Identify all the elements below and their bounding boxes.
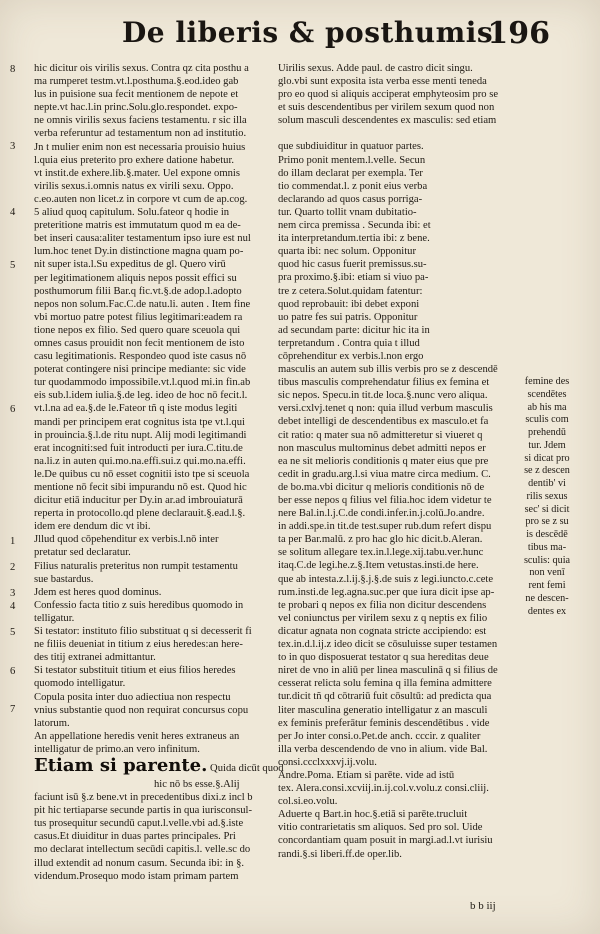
text-line: per legitimationem aliquis nepos possit effici su (34, 272, 237, 284)
gloss-line: sculis: quia (523, 554, 571, 566)
text-line: tur. Quarto tollit vnam dubitatio- (278, 206, 417, 218)
text-line: tione nepos ex filio. Sed quero quare sceuola qui (34, 324, 241, 336)
text-line: tex.in.d.l.ij.z ideo dicit se cōsuluisse super testamen (278, 639, 498, 651)
text-line: Primo ponit mentem.l.velle. Secun (278, 154, 426, 166)
right-column (278, 62, 518, 862)
text-line: concordantiam quam posuit in margi.ad.l.vt iurisiu (278, 835, 493, 847)
gloss-line: se z descen (524, 465, 570, 477)
margin-number: 6 (10, 404, 16, 415)
lemma-text: Etiam si parente. (34, 754, 208, 776)
text-line: niret de vno in aliū per linea masculinā q si filius de (278, 665, 498, 677)
gloss-line: rent femi (528, 580, 566, 591)
text-line: vbi mortuo patre potest filius legitimari:eadem ra (34, 311, 243, 323)
text-line: videndum.Prosequo modo istam primam partem (34, 870, 239, 882)
text-line: vitio contrarietatis sm aliquos. Sed pro sol. Uide (278, 822, 483, 834)
text-line: et suis descendentibus per virilem sexum quod non (278, 102, 495, 114)
text-line: ea ne sit melioris conditionis q mater eius que pre (278, 455, 489, 467)
text-line: virilis sexus.i.omnis natus ex virili sexu. Oppo. (34, 180, 234, 192)
text-line: rum.insti.de leg.agna.suc.per que iura dicit ipse ap- (278, 586, 495, 598)
text-line: pro eo quod si aliquis acciperat emphyteosim pro se (278, 89, 499, 101)
text-line: na.li.z in auten qui.mo.na.effi.sui.z qui.mo.na.effi. (34, 455, 246, 467)
gloss-line: ne descen- (525, 592, 569, 604)
text-line: ma rumperet testm.vt.l.posthuma.§.eod.ideo gab (34, 76, 239, 88)
text-line: omnes casus prouidit non fecit mentionem de isto (34, 337, 245, 349)
text-line: uo patre fes sui patris. Opponitur (278, 311, 418, 323)
text-line: que subdiuiditur in quatuor partes. (278, 141, 424, 153)
gloss-line: dentes ex (527, 605, 567, 617)
folio-number: 196 (487, 16, 550, 51)
margin-number: 3 (10, 141, 16, 152)
text-line: cesserat relicta solu femina q illa femina admittere (278, 678, 492, 690)
text-line: Jdem est heres quod dominus. (34, 586, 162, 598)
text-line: reperta in protocollo.qd plene declarauit.§.ead.l.§. (34, 508, 246, 520)
text-line: Si testator substituit titium et eius filios heredes (34, 665, 236, 677)
text-line: idem ere dendum dic vt ibi. (34, 521, 151, 533)
text-line: nit super ista.l.Su expeditus de gl. Quero virū (34, 259, 226, 271)
text-line: Copula posita inter duo adiectiua non respectu (34, 691, 231, 703)
spacer (278, 127, 518, 140)
text-line: glo.vbi sunt exposita ista verba esse menti teneda (278, 76, 487, 88)
text-line: tibus masculis comprehendatur filius ex femina et (278, 377, 490, 389)
text-line: quod hic casus fuerit premissus.su- (278, 259, 427, 271)
text-line: illud extendit ad nonum casum. Secunda ibi: in §. (34, 857, 245, 869)
margin-number: 8 (10, 64, 16, 75)
text-line: quomodo intelligatur. (34, 678, 126, 690)
text-line: mentione nō fecit sibi impurandu nō est. Quod hic (34, 482, 247, 493)
text-line: vt instit.de exhere.lib.§.mater. Uel expone omnis (34, 167, 240, 179)
text-line: erat incogniti:sed fuit introducti per iura.C.titu.de (34, 442, 243, 454)
text-line: Jn t mulier enim non est necessaria prouisio huius (34, 141, 246, 153)
text-line: terpretandum . Contra quia t illud (278, 337, 420, 349)
gloss-line: tibus ma- (527, 541, 567, 553)
text-line: bet inseri causa:aliter testamentum ipso iure est nul (34, 233, 251, 245)
gloss-column (522, 376, 572, 732)
text-line: ex feminis preferātur feminis descendētibus . vide (278, 717, 490, 729)
text-line: sue bastardus. (34, 573, 94, 585)
text-line: to in quo disposuerat testator q sua hereditas deue (278, 652, 489, 664)
margin-number: 2 (10, 562, 16, 573)
text-line: non masculus multominus debet admitti nepos er (278, 442, 486, 454)
text-line: Andre.Poma. Etiam si parēte. vide ad istū (278, 769, 455, 781)
gloss-line: rilis sexus (526, 490, 568, 502)
text-line: tex. Alera.consi.xcviij.in.ij.col.v.volu.z consi.cliij. (278, 783, 489, 795)
signature-mark: b b iij (470, 900, 496, 912)
text-line: masculis an autem sub illis verbis pro se z descendē (278, 364, 498, 376)
text-line: do illam declarat per exempla. Ter (278, 167, 423, 179)
text-line: poterat contingere nisi principe mediante: sic vide (34, 364, 246, 376)
text-line: te probari q nepos ex filia non dicitur descendens (278, 599, 487, 611)
text-line: hic dicitur ois virilis sexus. Contra qz cita posthu a (34, 63, 249, 74)
text-line: Filius naturalis preteritus non rumpit testamentu (34, 560, 238, 572)
gloss-line: prehendū (528, 427, 566, 438)
text-line: l.quia eius preterito pro exhere datione habetur. (34, 154, 235, 166)
text-line: ne filiis deueniat in titium z eius heredes:an here- (34, 639, 243, 651)
text-line: pra proximo.§.ibi: etiam si viuo pa- (278, 272, 429, 284)
margin-number: 5 (10, 627, 16, 638)
gloss-line: is descēdē (526, 529, 568, 540)
margin-number: 7 (10, 704, 16, 715)
text-line: pretatur sed declaratur. (34, 547, 131, 559)
text-line: col.si.eo.volu. (278, 796, 338, 808)
text-line: hic nō bs esse.§.Alij (154, 778, 240, 790)
text-line: nepos non solum.Fac.C.de natu.li. auten . Item fine (34, 298, 251, 310)
text-line: in addi.spe.in tit.de test.super rub.dum refert dispu (278, 521, 492, 533)
text-line: Si testator: instituto filio substituat q si decesserit fi (34, 626, 252, 638)
text-line: tre z cetera.Solut.quidam fatentur: (278, 285, 423, 297)
text-line: casus.Et diuiditur in duas partes principales. Pri (34, 831, 236, 843)
text-line: pit hic tertiaparse secunde partis in qua iurisconsul- (34, 805, 252, 817)
text-line: An appellatione heredis venit heres extraneus an (34, 730, 240, 742)
text-line: vnius substantie quod non requirat concursus copu (34, 704, 249, 716)
text-line: posthumorum filii Bar.q fic.vt.§.de adop.l.adopto (34, 285, 242, 297)
text-line: solum masculi descendentes ex masculis: sed etiam (278, 115, 497, 127)
text-line: cōprehenditur ex verbis.l.non ergo (278, 350, 424, 362)
text-line: itaq.C.de legi.he.z.§.Item vetustas.insti.de here. (278, 560, 479, 572)
text-line: c.eo.auten non licet.z in corpore vt cum de ap.cog. (34, 193, 248, 205)
text-line: faciunt isū §.z bene.vt in precedentibus dixi.z incl b (34, 792, 253, 804)
text-line: dicitur etiā inducitur per Dy.in ar.ad imbrouiaturā (34, 495, 243, 507)
text-line: eis sub.l.idem iulia.§.de leg. ideo de hoc nō fecit.l. (34, 390, 248, 402)
text-line: nem circa premissa . Secunda ibi: et (278, 220, 431, 232)
text-line: intelligatur de primo.an vero infinitum. (34, 743, 200, 755)
gloss-line: tur. Jdem (528, 439, 566, 451)
text-line: latorum. (34, 717, 70, 729)
margin-number: 1 (10, 536, 16, 547)
margin-number: 4 (10, 601, 16, 612)
text-line: quod reprobauit: ibi debet exponi (278, 298, 420, 310)
gloss-line: scendētes (527, 388, 567, 400)
lemma-continuation: Quida dicūt quod (210, 762, 284, 774)
text-line: de bo.ma.vbi dicitur q melioris conditionis nō de (278, 481, 485, 493)
text-line: nere Bal.in.l.j.C.de condi.infer.in.j.colū.Jo.andre. (278, 508, 485, 520)
left-column (34, 62, 284, 882)
gloss-line: non venī (529, 567, 565, 579)
text-line: preteritione matris est immutatum quod m ea de- (34, 220, 241, 232)
text-line: vt.l.na ad ea.§.de le.Fateor tñ q iste modus legiti (34, 403, 238, 415)
text-line: dicatur agnata non cognata stricte accipiendo: est (278, 625, 487, 637)
margin-number: 5 (10, 260, 16, 271)
margin-number: 6 (10, 666, 16, 677)
gloss-line: sec' si dicit (524, 503, 570, 515)
text-line: ber esse nepos q filius vel filia.hoc idem videtur te (278, 495, 492, 506)
text-line: mandi per principem erat cognitus ista tpe vt.l.qui (34, 416, 245, 428)
margin-number: 3 (10, 588, 16, 599)
text-line: consi.ccclxxxvj.ij.volu. (278, 756, 377, 768)
lemma-heading (34, 754, 284, 778)
text-line: liter masculina generatio intelligatur z an masculi (278, 704, 488, 716)
text-line: Confessio facta titio z suis heredibus quomodo in (34, 599, 244, 611)
text-line: versi.cxlvj.tenet q non: quia illud verbum masculis (278, 403, 493, 415)
text-line: cedit in gradu.arg.l.si viua matre circa medium. C. (278, 468, 491, 480)
running-title: De liberis & posthumis. (122, 16, 504, 49)
gloss-line: femine des (524, 376, 570, 387)
text-line: illa verba descendendo de vno in alium. vide Bal. (278, 743, 488, 755)
text-line: randi.§.si liberi.ff.de oper.lib. (278, 848, 402, 860)
text-line: ita interpretandum.tertia ibi: z bene. (278, 233, 430, 245)
page-header (110, 12, 560, 58)
gloss-line: dentib' vi (528, 478, 566, 489)
text-line: tur quodammodo impossibile.vt.l.quod mi.in fin.ab (34, 377, 251, 389)
text-line: Jllud quod cōpehenditur ex verbis.l.nō inter (34, 534, 219, 546)
text-line: lus in puisione sua fecit mentionem de nepote et (34, 89, 239, 101)
text-line: des titij extranei admittantur. (34, 652, 156, 664)
gloss-line: si dicat pro (524, 452, 570, 464)
text-line: vel coniunctus per virilem sexu z q neptis ex filio (278, 612, 488, 624)
text-line: telligatur. (34, 612, 75, 624)
text-line: cit ratio: q mater sua nō admitteretur si viueret q (278, 429, 483, 441)
text-line: ta per Bar.malū. z pro hac glo hic dicit.b.Aleran. (278, 534, 483, 546)
text-line: per Jo inter consi.o.Pet.de anch. cccir. z qualiter (278, 730, 481, 742)
margin-number: 4 (10, 207, 16, 218)
text-line: le.De quibus cu nō esset cognitii isto tpe si sceuola (34, 468, 250, 480)
text-line: Uirilis sexus. Adde paul. de castro dicit singu. (278, 63, 473, 74)
text-line: tur.dicit tñ qd cōtrariū fuit cōsultū: ad predicta qua (278, 691, 492, 703)
text-line: casu legitimationis. Respondeo quod iste casus nō (34, 351, 247, 363)
gloss-line: ab his ma (527, 401, 567, 413)
text-line: sic nepos. Specu.in tit.de loca.§.nunc vero aliqua. (278, 390, 488, 402)
text-line: mo declarat intellectum secūdi capitis.l. velle.sc do (34, 844, 251, 856)
text-line: declarando ad quos casus porriga- (278, 193, 423, 205)
text-line: verba referuntur ad testamentum non ad institutio. (34, 128, 247, 140)
text-line: que ab intesta.z.l.ij.§.j.§.de suis z legi.iuncto.c.cete (278, 573, 494, 585)
text-line: 5 aliud quoq capitulum. Solu.fateor q hodie in (34, 207, 230, 219)
gloss-line: pro se z su (525, 516, 569, 528)
text-line: tio commendat.l. z ponit eius verba (278, 180, 428, 192)
text-line: Aduerte q Bart.in hoc.§.etiā si parēte.trucluit (278, 809, 468, 821)
text-line: ne omnis virilis sexus faciens testamentu. r sic illa (34, 115, 247, 127)
text-line: nepte.vt hac.l.in princ.Solu.glo.respondet. expo- (34, 102, 238, 114)
text-line: quarta ibi: nec solum. Opponitur (278, 246, 416, 258)
text-line: in prouincia.§.l.de ritu nupt. Alij modi legitimandi (34, 429, 247, 441)
text-line: tus prosequitur secundū caput.l.velle.vbi ad.§.iste (34, 818, 244, 830)
text-line: debet intelligi de descendentibus ex masculo.et fa (278, 416, 489, 428)
text-line: lum.hoc tenet Dy.in distinctione magna quam po- (34, 246, 244, 258)
gloss-line: sculis com (525, 414, 569, 426)
text-line: ad secundam parte: dicitur hic ita in (278, 324, 430, 336)
text-line: se solitum allegare tex.in.l.lege.xij.tabu.ver.hunc (278, 547, 484, 559)
